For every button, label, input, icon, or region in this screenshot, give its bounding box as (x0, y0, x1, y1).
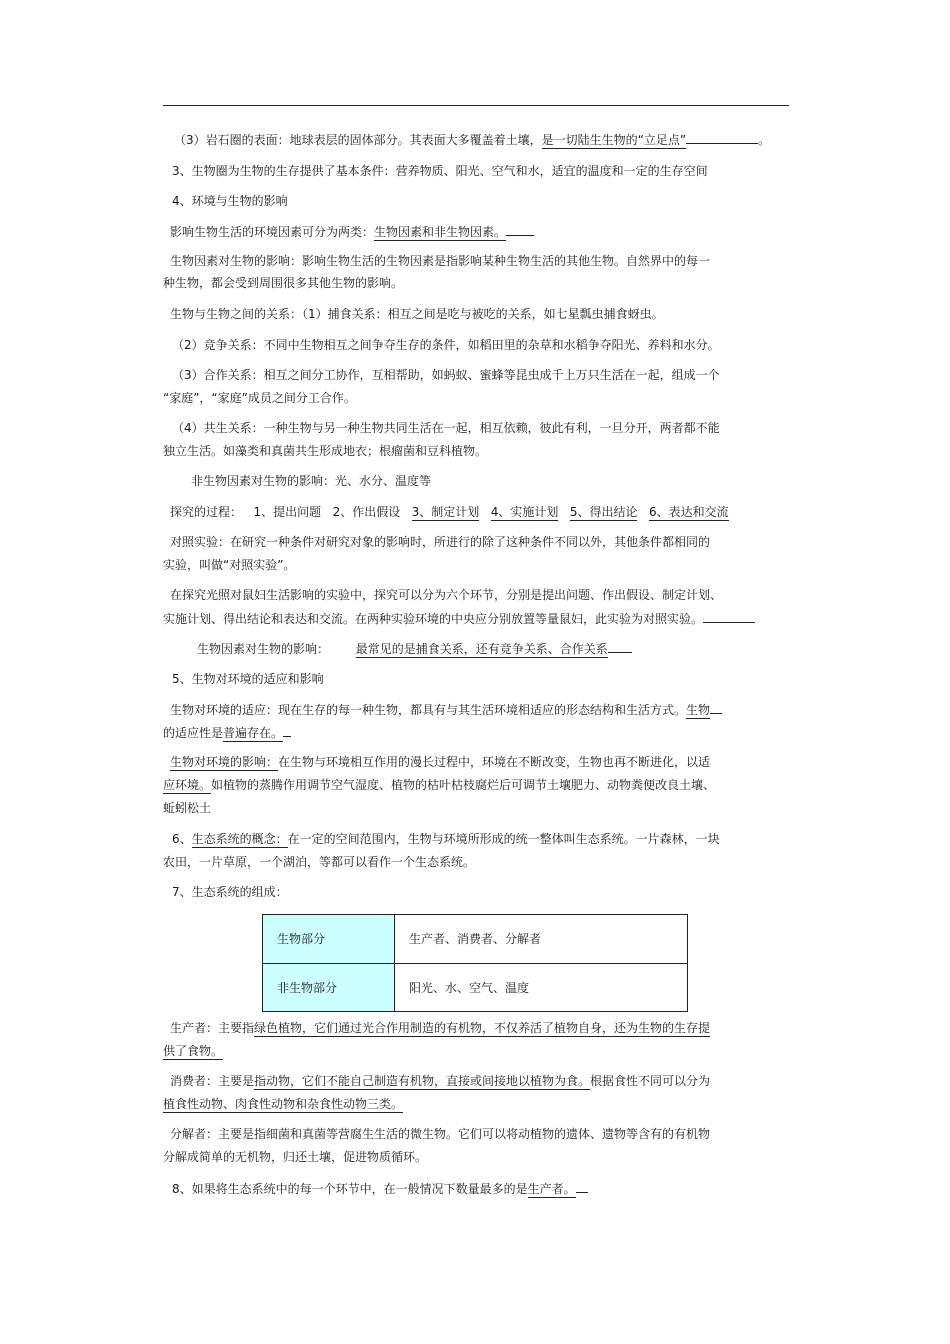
section-heading: 4、环境与生物的影响 (172, 194, 288, 208)
ecosystem-table (262, 914, 688, 1012)
text-line: 生物对环境的影响：在生物与环境相互作用的漫长过程中，环境在不断改变，生物也再不断进化，以适 (170, 755, 711, 769)
table-cell-value: 阳光、水、空气、温度 (395, 963, 688, 1012)
inquiry-steps-line: 探究的过程： 1、提出问题 2、作出假设 3、制定计划 4、实施计划 5、得出结论 6、表达和交流 (170, 505, 729, 519)
text-line: 在探究光照对鼠妇生活影响的实验中，探究可以分为六个环节，分别是提出问题、作出假设、制定计划、 (170, 588, 723, 602)
text-line: 实验，叫做“对照实验”。 (163, 558, 296, 572)
text-line: 8、如果将生态系统中的每一个环节中，在一般情况下数量最多的是生产者。 (172, 1180, 588, 1197)
text-line: 农田，一片草原，一个湖泊，等都可以看作一个生态系统。 (163, 855, 476, 869)
table-cell-key: 生物部分 (263, 915, 395, 964)
table-row (263, 963, 688, 1012)
section-heading: 7、生态系统的组成： (172, 885, 288, 899)
text-line: 应环境。如植物的蒸腾作用调节空气湿度、植物的枯叶枯枝腐烂后可调节土壤肥力、动物粪便改良土壤、 (163, 778, 716, 792)
text-line: 生物对环境的适应：现在生存的每一种生物，都具有与其生活环境相适应的形态结构和生活方式。生物 (170, 701, 722, 718)
text-line: 生物与生物之间的关系：（1）捕食关系：相互之间是吃与被吃的关系，如七星瓢虫捕食蚜虫。 (170, 307, 664, 321)
text-line: 影响生物生活的环境因素可分为两类：生物因素和非生物因素。 (170, 223, 534, 240)
text-line: 独立生活。如藻类和真菌共生形成地衣；根瘤菌和豆科植物。 (163, 444, 488, 458)
text-line: 6、生态系统的概念：在一定的空间范围内，生物与环境所形成的统一整体叫生态系统。一片森林，一块 (172, 832, 720, 846)
header-rule (163, 105, 789, 106)
table-cell-key: 非生物部分 (263, 963, 395, 1012)
text-line: 对照实验：在研究一种条件对研究对象的影响时，所进行的除了这种条件不同以外，其他条件都相同的 (170, 535, 711, 549)
text-line: 生产者：主要指绿色植物，它们通过光合作用制造的有机物，不仅养活了植物自身，还为生物的生存提 (170, 1021, 711, 1035)
text-line: （2）竞争关系：不同中生物相互之间争夺生存的条件，如稻田里的杂草和水稻争夺阳光、养料和水分。 (172, 338, 720, 352)
text-line: 非生物因素对生物的影响：光、水分、温度等 (191, 474, 432, 488)
text-line: 消费者：主要是指动物，它们不能自己制造有机物，直接或间接地以植物为食。根据食性不同可以分为 (170, 1074, 711, 1088)
text-line: 蚯蚓松土 (163, 801, 212, 815)
text-line: 分解者：主要是指细菌和真菌等营腐生生活的微生物。它们可以将动植物的遗体、遗物等含有的有机物 (170, 1127, 711, 1141)
text-line: 生物因素对生物的影响：影响生物生活的生物因素是指影响某种生物生活的其他生物。自然界中的每一 (170, 254, 711, 268)
table-row (263, 915, 688, 964)
text-line: 生物因素对生物的影响： 最常见的是捕食关系，还有竞争关系、合作关系 (197, 640, 632, 657)
text-line: 种生物，都会受到周围很多其他生物的影响。 (163, 276, 404, 290)
text-line: 3、生物圈为生物的生存提供了基本条件：营养物质、阳光、空气和水，适宜的温度和一定的生存空间 (172, 164, 708, 178)
section-heading: 5、生物对环境的适应和影响 (172, 672, 324, 686)
text-line: 分解成简单的无机物，归还土壤，促进物质循环。 (163, 1150, 428, 1164)
text-line: 植食性动物、肉食性动物和杂食性动物三类。 (163, 1097, 404, 1111)
text-line: （3）岩石圈的表面：地球表层的固体部分。其表面大多覆盖着土壤，是一切陆生生物的“立足点” 。 (174, 133, 771, 147)
text-line: “家庭”，“家庭”成员之间分工合作。 (163, 391, 356, 405)
text-line: 的适应性是普遍存在。 (163, 724, 291, 741)
text-line: （4）共生关系：一种生物与另一种生物共同生活在一起，相互依赖，彼此有利，一旦分开，两者都不能 (172, 421, 720, 435)
text-line: 供了食物。 (163, 1044, 224, 1058)
text-line: 实施计划、得出结论和表达和交流。在两种实验环境的中央应分别放置等量鼠妇，此实验为对照实验。 (163, 610, 755, 627)
table-cell-value: 生产者、消费者、分解者 (395, 915, 688, 964)
text-line: （3）合作关系：相互之间分工协作，互相帮助，如蚂蚁、蜜蜂等昆虫成千上万只生活在一起，组成一个 (172, 368, 720, 382)
